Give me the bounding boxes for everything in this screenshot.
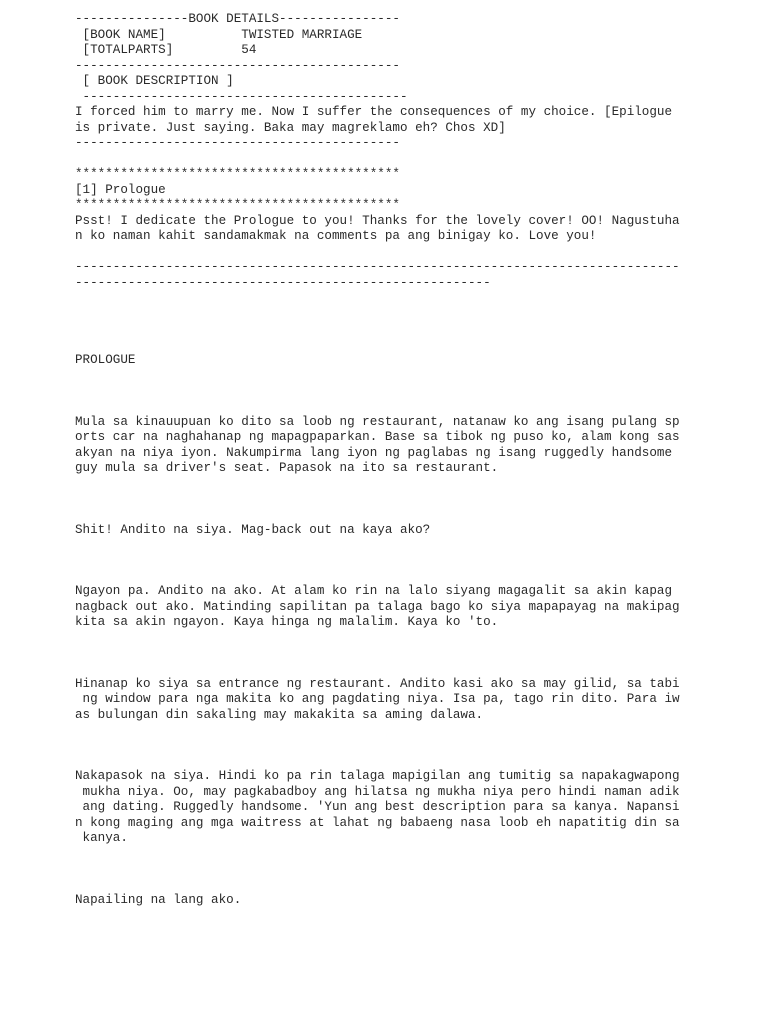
- chapter-long-rule-continued: -------------------------------------------------------: [75, 275, 491, 290]
- paragraph-line: akyan na niya iyon. Nakumpirma lang iyon ng paglabas ng isang ruggedly handsome: [75, 445, 673, 460]
- paragraph-line: Ngayon pa. Andito na ako. At alam ko rin na lalo siyang magagalit sa akin kapag: [75, 584, 673, 598]
- paragraph-line: ang dating. Ruggedly handsome. 'Yun ang best description para sa kanya. Napansi: [75, 800, 680, 814]
- story-paragraph: [75, 414, 680, 477]
- paragraph-line: as bulungan din sakaling may makakita sa aming dalawa.: [75, 707, 484, 722]
- paragraph-line: ng window para nga makita ko ang pagdating niya. Isa pa, tago rin dito. Para iw: [75, 692, 680, 706]
- book-description-text: [75, 105, 675, 136]
- story-paragraph: [75, 676, 680, 724]
- book-description-rule: -------------------------------------------: [75, 89, 408, 104]
- paragraph-line: kanya.: [75, 831, 128, 845]
- paragraph-line: Hinanap ko siya sa entrance ng restaurant. Andito kasi ako sa may gilid, sa tabi: [75, 676, 680, 691]
- paragraph-line: n kong maging ang mga waitress at lahat ng babaeng nasa loob eh napatitig din sa: [75, 815, 680, 830]
- text-document: [75, 12, 680, 908]
- chapter-long-rule: --------------------------------------------------------------------------------: [75, 260, 680, 274]
- paragraph-line: mukha niya. Oo, may pagkabadboy ang hilatsa ng mukha niya pero hindi naman adik: [75, 784, 680, 799]
- description-close-rule: -------------------------------------------: [75, 136, 400, 150]
- paragraph-line: Nakapasok na siya. Hindi ko pa rin talaga mapigilan ang tumitig sa napakagwapong: [75, 769, 680, 783]
- story-paragraph: [75, 584, 680, 631]
- paragraph-line: Napailing na lang ako.: [75, 892, 242, 907]
- book-details-rule: ---------------BOOK DETAILS----------------: [75, 12, 400, 26]
- dedication-line: n ko naman kahit sandamakmak na comments pa ang binigay ko. Love you!: [75, 229, 597, 243]
- chapter-title: [1] Prologue: [75, 182, 166, 197]
- story-paragraph: [75, 523, 675, 539]
- book-name-row: [BOOK NAME] TWISTED MARRIAGE: [75, 27, 363, 42]
- paragraph-line: orts car na naghahanap ng mapagpaparkan. Base sa tibok ng puso ko, alam kong sas: [75, 430, 680, 444]
- story-heading: PROLOGUE: [75, 353, 136, 367]
- description-line: is private. Just saying. Baka may magreklamo eh? Chos XD]: [75, 120, 506, 135]
- paragraph-line: kita sa akin ngayon. Kaya hinga ng malalim. Kaya ko 'to.: [75, 615, 499, 629]
- paragraph-line: guy mula sa driver's seat. Papasok na ito sa restaurant.: [75, 461, 499, 475]
- total-parts-row: [TOTALPARTS] 54: [75, 43, 257, 57]
- paragraph-line: Shit! Andito na siya. Mag-back out na kaya ako?: [75, 522, 431, 537]
- paragraph-line: Mula sa kinauupuan ko dito sa loob ng restaurant, natanaw ko ang isang pulang sp: [75, 414, 680, 429]
- chapter-dedication: [75, 213, 680, 245]
- story-paragraph: [75, 893, 675, 909]
- book-description-label: [ BOOK DESCRIPTION ]: [75, 74, 234, 88]
- description-line: I forced him to marry me. Now I suffer the consequences of my choice. [Epilogue: [75, 105, 673, 119]
- paragraph-line: nagback out ako. Matinding sapilitan pa talaga bago ko siya mapapayag na makipag: [75, 599, 680, 614]
- book-details-close-rule: -------------------------------------------: [75, 58, 400, 73]
- dedication-line: Psst! I dedicate the Prologue to you! Thanks for the lovely cover! OO! Nagustuha: [75, 213, 680, 228]
- story-paragraph: [75, 769, 680, 847]
- chapter-star-rule-top: *******************************************: [75, 167, 400, 181]
- chapter-star-rule-bottom: *******************************************: [75, 198, 400, 212]
